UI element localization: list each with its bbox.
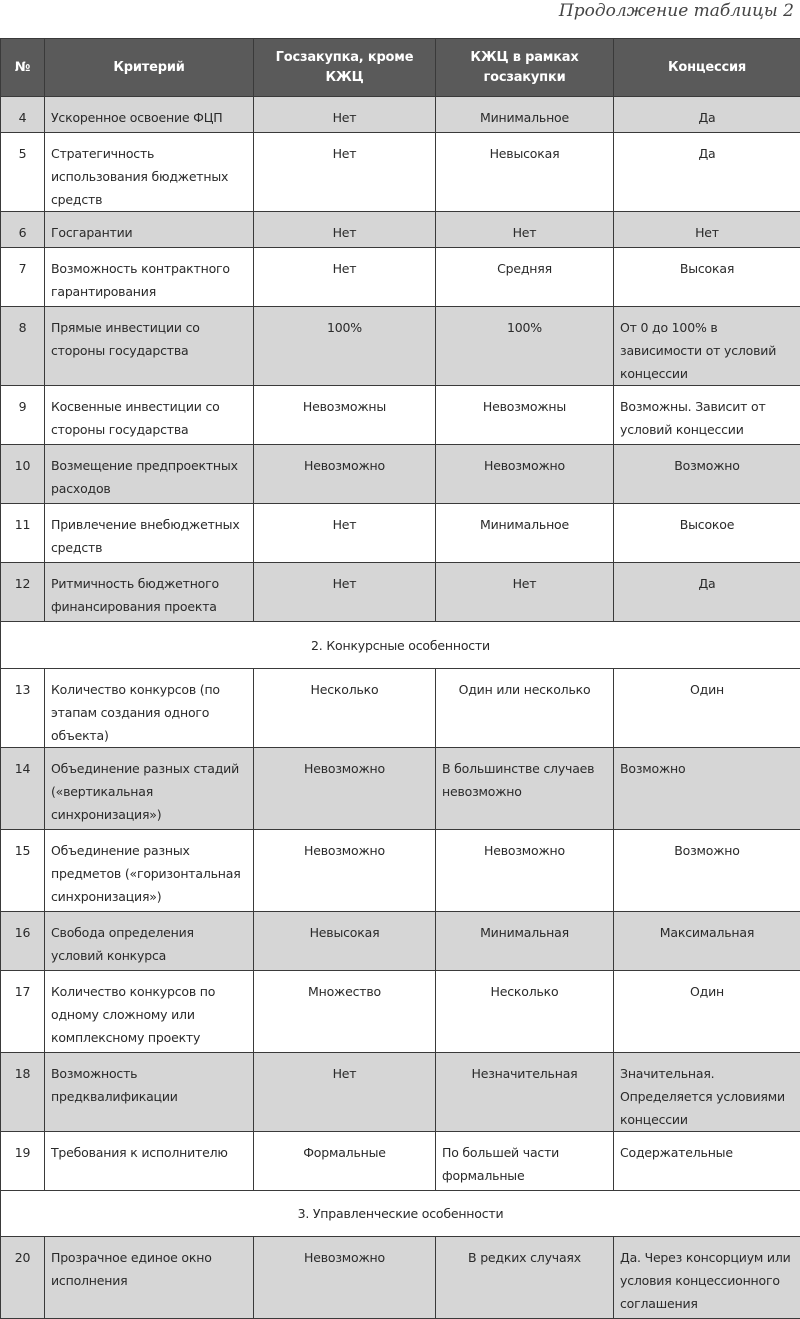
- table-row: [1, 669, 800, 748]
- table-caption: Продолжение таблицы 2: [559, 0, 794, 36]
- row-gov: Невозможны: [254, 386, 436, 445]
- row-gov: Нет: [254, 97, 436, 133]
- row-criterion: Объединение разных предметов («горизонтальная синхронизация»): [45, 830, 254, 912]
- row-number: 14: [1, 748, 45, 830]
- row-concession: Один: [614, 971, 800, 1053]
- table-row: [1, 563, 800, 622]
- row-criterion: Количество конкурсов по одному сложному или комплексному проекту: [45, 971, 254, 1053]
- header-gov: Госзакупка, кроме КЖЦ: [254, 39, 436, 97]
- table-row: [1, 248, 800, 307]
- row-criterion: Объединение разных стадий («вертикальная синхронизация»): [45, 748, 254, 830]
- row-concession: Возможно: [614, 445, 800, 504]
- row-concession: Да. Через консорциум или условия концессионного соглашения: [614, 1237, 800, 1319]
- row-kzhc: В большинстве случаев невозможно: [436, 748, 614, 830]
- row-concession: Да: [614, 563, 800, 622]
- row-kzhc: Один или несколько: [436, 669, 614, 748]
- section-title: 2. Конкурсные особенности: [1, 622, 800, 669]
- table-row: [1, 445, 800, 504]
- row-concession: Возможно: [614, 748, 800, 830]
- row-number: 16: [1, 912, 45, 971]
- row-gov: Несколько: [254, 669, 436, 748]
- section-row: [1, 622, 800, 669]
- row-concession: От 0 до 100% в зависимости от условий концессии: [614, 307, 800, 386]
- row-kzhc: По большей части формальные: [436, 1132, 614, 1191]
- row-gov: 100%: [254, 307, 436, 386]
- row-kzhc: Невозможно: [436, 445, 614, 504]
- row-gov: Невозможно: [254, 1237, 436, 1319]
- row-number: 13: [1, 669, 45, 748]
- row-kzhc: Несколько: [436, 971, 614, 1053]
- row-criterion: Возможность контрактного гарантирования: [45, 248, 254, 307]
- row-criterion: Прозрачное единое окно исполнения: [45, 1237, 254, 1319]
- table-row: [1, 748, 800, 830]
- row-gov: Нет: [254, 504, 436, 563]
- row-concession: Высокая: [614, 248, 800, 307]
- header-concession: Концессия: [614, 39, 800, 97]
- row-kzhc: Невозможно: [436, 830, 614, 912]
- row-concession: Высокое: [614, 504, 800, 563]
- row-number: 6: [1, 212, 45, 248]
- row-kzhc: Невозможны: [436, 386, 614, 445]
- row-criterion: Прямые инвестиции со стороны государства: [45, 307, 254, 386]
- table-row: [1, 97, 800, 133]
- header-num: №: [1, 39, 45, 97]
- row-gov: Нет: [254, 133, 436, 212]
- header-kzhc: КЖЦ в рамках госзакупки: [436, 39, 614, 97]
- table-row: [1, 212, 800, 248]
- header-row: [1, 39, 800, 97]
- row-gov: Невозможно: [254, 445, 436, 504]
- row-concession: Возможно: [614, 830, 800, 912]
- row-concession: Да: [614, 133, 800, 212]
- row-criterion: Возможность предквалификации: [45, 1053, 254, 1132]
- row-criterion: Свобода определения условий конкурса: [45, 912, 254, 971]
- row-criterion: Требования к исполнителю: [45, 1132, 254, 1191]
- row-gov: Нет: [254, 248, 436, 307]
- row-number: 12: [1, 563, 45, 622]
- row-kzhc: Минимальная: [436, 912, 614, 971]
- row-kzhc: Минимальное: [436, 504, 614, 563]
- row-kzhc: Невысокая: [436, 133, 614, 212]
- table-row: [1, 133, 800, 212]
- row-criterion: Ритмичность бюджетного финансирования проекта: [45, 563, 254, 622]
- row-kzhc: Средняя: [436, 248, 614, 307]
- row-gov: Невозможно: [254, 748, 436, 830]
- table-row: [1, 1132, 800, 1191]
- table-row: [1, 971, 800, 1053]
- row-concession: Нет: [614, 212, 800, 248]
- row-number: 19: [1, 1132, 45, 1191]
- row-concession: Значительная. Определяется условиями концессии: [614, 1053, 800, 1132]
- section-title: 3. Управленческие особенности: [1, 1191, 800, 1237]
- row-criterion: Госгарантии: [45, 212, 254, 248]
- row-number: 17: [1, 971, 45, 1053]
- row-criterion: Косвенные инвестиции со стороны государства: [45, 386, 254, 445]
- row-criterion: Количество конкурсов (по этапам создания одного объекта): [45, 669, 254, 748]
- row-kzhc: В редких случаях: [436, 1237, 614, 1319]
- row-concession: Возможны. Зависит от условий концессии: [614, 386, 800, 445]
- row-gov: Невысокая: [254, 912, 436, 971]
- table-row: [1, 504, 800, 563]
- row-gov: Формальные: [254, 1132, 436, 1191]
- row-concession: Максимальная: [614, 912, 800, 971]
- row-number: 4: [1, 97, 45, 133]
- comparison-table: [0, 38, 800, 1319]
- table-row: [1, 830, 800, 912]
- row-gov: Множество: [254, 971, 436, 1053]
- row-kzhc: Нет: [436, 563, 614, 622]
- row-number: 7: [1, 248, 45, 307]
- row-number: 11: [1, 504, 45, 563]
- row-number: 5: [1, 133, 45, 212]
- row-gov: Невозможно: [254, 830, 436, 912]
- row-gov: Нет: [254, 212, 436, 248]
- row-criterion: Ускоренное освоение ФЦП: [45, 97, 254, 133]
- row-kzhc: 100%: [436, 307, 614, 386]
- row-criterion: Стратегичность использования бюджетных средств: [45, 133, 254, 212]
- row-gov: Нет: [254, 563, 436, 622]
- row-kzhc: Нет: [436, 212, 614, 248]
- row-criterion: Привлечение внебюджетных средств: [45, 504, 254, 563]
- row-number: 15: [1, 830, 45, 912]
- row-number: 9: [1, 386, 45, 445]
- table-row: [1, 307, 800, 386]
- row-gov: Нет: [254, 1053, 436, 1132]
- table-row: [1, 1237, 800, 1319]
- row-concession: Да: [614, 97, 800, 133]
- row-kzhc: Незначительная: [436, 1053, 614, 1132]
- section-row: [1, 1191, 800, 1237]
- table-row: [1, 1053, 800, 1132]
- row-criterion: Возмещение предпроектных расходов: [45, 445, 254, 504]
- row-number: 20: [1, 1237, 45, 1319]
- table-row: [1, 912, 800, 971]
- row-concession: Содержательные: [614, 1132, 800, 1191]
- row-number: 18: [1, 1053, 45, 1132]
- header-criterion: Критерий: [45, 39, 254, 97]
- row-number: 8: [1, 307, 45, 386]
- table-row: [1, 386, 800, 445]
- row-concession: Один: [614, 669, 800, 748]
- row-number: 10: [1, 445, 45, 504]
- row-kzhc: Минимальное: [436, 97, 614, 133]
